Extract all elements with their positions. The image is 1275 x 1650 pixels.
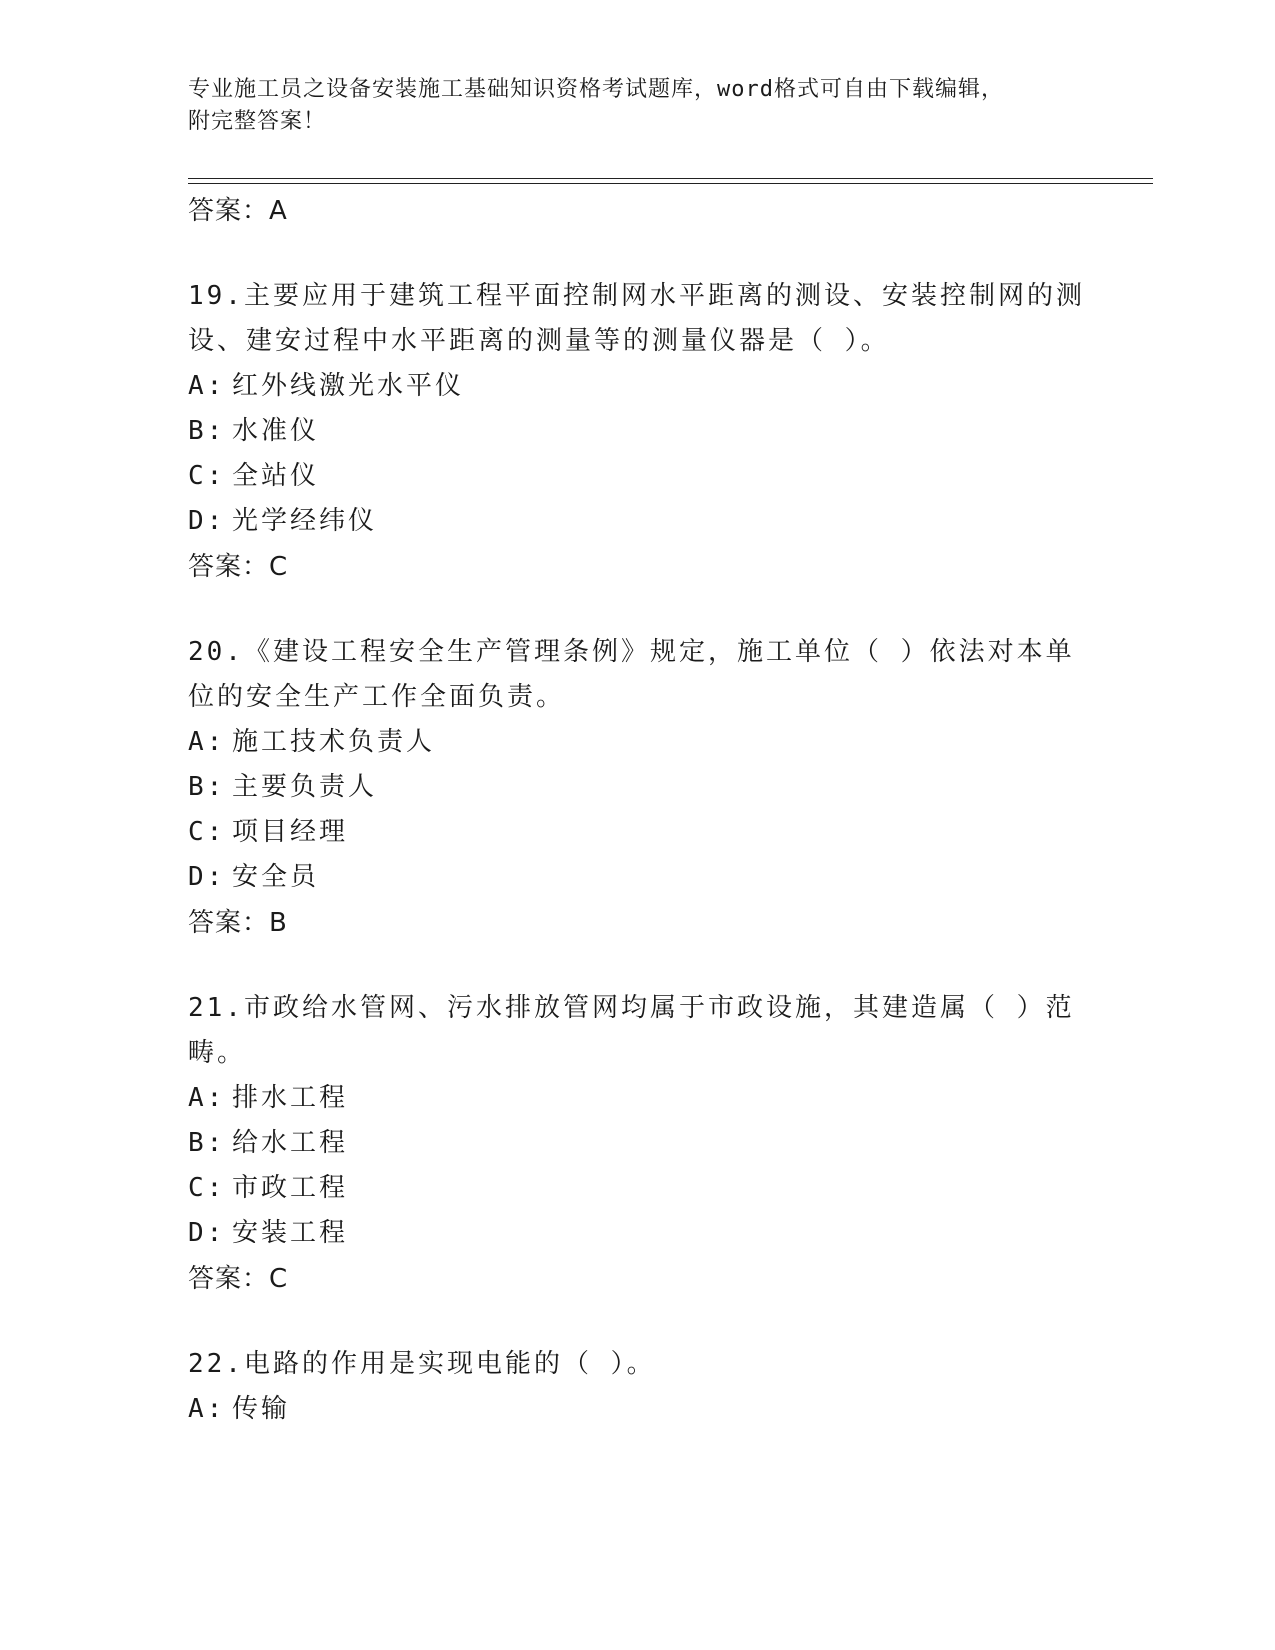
question-22 [188, 1342, 1088, 1432]
option-text: 安全员 [232, 862, 320, 892]
option-d [188, 1211, 1088, 1256]
document-content [188, 188, 1088, 1432]
option-c [188, 1166, 1088, 1211]
option-text: 传输 [232, 1394, 291, 1424]
option-text: 给水工程 [232, 1128, 349, 1158]
option-text: 光学经纬仪 [232, 506, 378, 536]
option-letter: C: [188, 461, 226, 491]
answer-line: 答案：B [188, 908, 288, 938]
option-a [188, 1387, 1088, 1432]
answer-line: 答案：A [188, 196, 288, 226]
option-letter: C: [188, 1173, 226, 1203]
answer-line: 答案：C [188, 552, 289, 582]
question-stem: 19.主要应用于建筑工程平面控制网水平距离的测设、安装控制网的测设、建安过程中水平距离的测量等的测量仪器是（ ）。 [188, 281, 1085, 356]
header-rule-bottom [188, 183, 1153, 184]
option-text: 水准仪 [232, 416, 320, 446]
option-letter: A: [188, 1394, 226, 1424]
option-text: 项目经理 [232, 817, 349, 847]
option-text: 市政工程 [232, 1173, 349, 1203]
option-a [188, 720, 1088, 765]
option-letter: C: [188, 817, 226, 847]
question-stem: 22.电路的作用是实现电能的（ ）。 [188, 1349, 656, 1379]
option-text: 主要负责人 [232, 772, 378, 802]
question-20 [188, 630, 1088, 946]
option-letter: B: [188, 416, 226, 446]
question-21 [188, 986, 1088, 1302]
option-text: 排水工程 [232, 1083, 349, 1113]
option-b [188, 409, 1088, 454]
option-d [188, 499, 1088, 544]
option-text: 全站仪 [232, 461, 320, 491]
question-19 [188, 274, 1088, 590]
option-letter: A: [188, 371, 226, 401]
option-b [188, 765, 1088, 810]
option-letter: D: [188, 1218, 226, 1248]
question-stem: 21.市政给水管网、污水排放管网均属于市政设施，其建造属（ ）范畴。 [188, 993, 1075, 1068]
option-a [188, 364, 1088, 409]
page-header: 专业施工员之设备安装施工基础知识资格考试题库，word格式可自由下载编辑， 附完整答案！ [188, 77, 1004, 134]
option-letter: B: [188, 1128, 226, 1158]
option-d [188, 855, 1088, 900]
option-letter: A: [188, 1083, 226, 1113]
option-letter: D: [188, 862, 226, 892]
option-a [188, 1076, 1088, 1121]
option-text: 施工技术负责人 [232, 727, 436, 757]
option-text: 红外线激光水平仪 [232, 371, 465, 401]
option-b [188, 1121, 1088, 1166]
header-rule-top [188, 178, 1153, 179]
option-text: 安装工程 [232, 1218, 349, 1248]
option-letter: B: [188, 772, 226, 802]
option-letter: A: [188, 727, 226, 757]
answer-line: 答案：C [188, 1264, 289, 1294]
option-c [188, 454, 1088, 499]
question-stem: 20.《建设工程安全生产管理条例》规定，施工单位（ ）依法对本单位的安全生产工作全面负责。 [188, 637, 1075, 712]
option-c [188, 810, 1088, 855]
option-letter: D: [188, 506, 226, 536]
